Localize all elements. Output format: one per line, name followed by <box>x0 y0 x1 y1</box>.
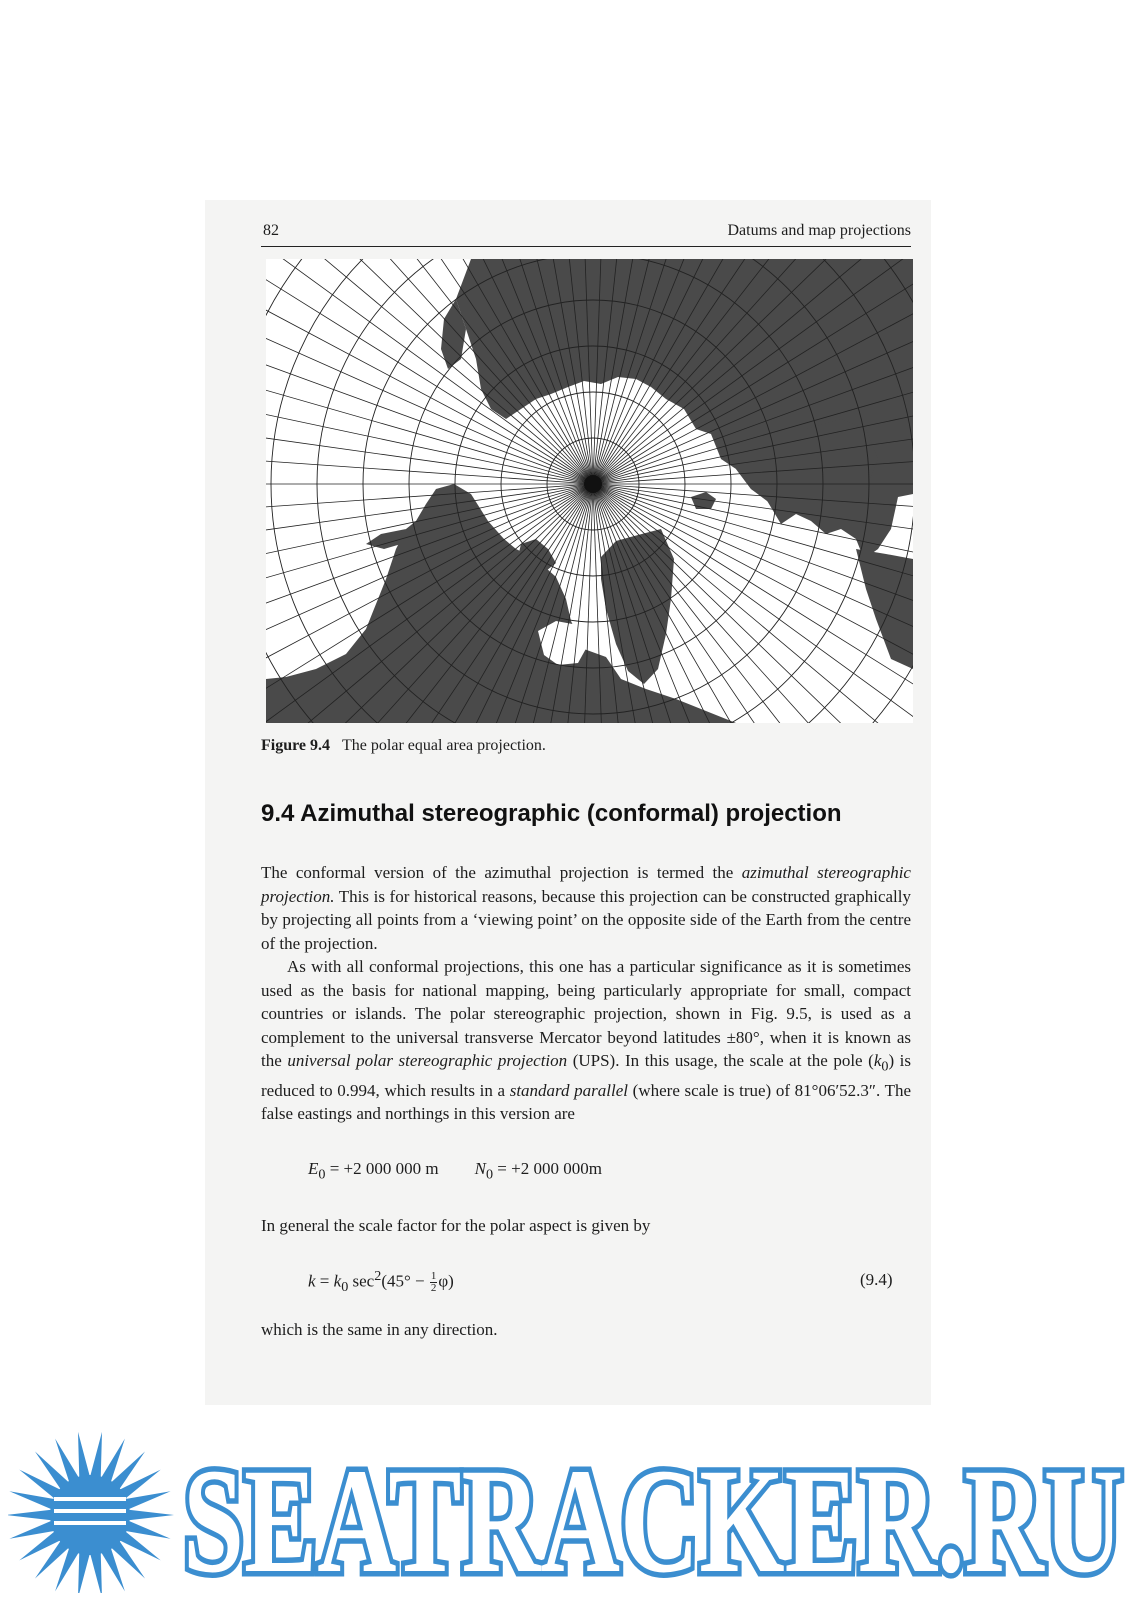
seatracker-watermark <box>8 1415 1130 1593</box>
false-origin-equation: $E_0 = +2$ 000 000 m $N_0 = +2$ 000 000m <box>308 1159 602 1183</box>
fraction-one-half: $\frac{1}{2}$ <box>430 1270 437 1295</box>
emphasis-term: azimuthal stereographic projection. <box>261 863 911 906</box>
paragraph-4: which is the same in any direction. <box>261 1320 498 1339</box>
figure-caption <box>261 737 546 755</box>
page-number: 82 <box>263 222 279 239</box>
paragraph-2: As with all conformal projections, this one has a particular significance as it is sometimes used as the basis for national mapping, being particularly appropriate for small, compact countries or islands. The polar stereographic projection, shown in Fig. 9.5, is used as a complement to the universal transverse Mercator beyond latitudes ±80°, when it is known as the universal polar stereographic projection (UPS). In this usage, the scale at the pole $(k_0)$ is reduced to 0.994, which results in a standard parallel (where scale is true) of 81°06′52.3″. The false eastings and northings in this version are <box>261 957 912 1124</box>
sun-stripe <box>54 1521 126 1525</box>
watermark-text: SEATRACKER.RU <box>183 1438 1123 1593</box>
paragraph-1: The conformal version of the azimuthal projection is termed the azimuthal stereographic projection. This is for historical reasons, because this projection can be constructed graphically by projecting all points from a ‘viewing point’ on the opposite side of the Earth from the centre of the projection. <box>261 863 911 953</box>
north-pole-point <box>584 475 602 493</box>
sun-disc <box>50 1475 130 1555</box>
sun-stripe <box>54 1509 126 1513</box>
polar-projection-map <box>266 259 913 723</box>
emphasis-term: universal polar stereographic projection <box>287 1051 568 1070</box>
scale-factor-equation: $k = k_0$ $\sec^2(45^\circ$ − $\frac{1}{2}$ φ) <box>308 1268 454 1296</box>
running-head <box>261 222 911 247</box>
section-heading: 9.4 Azimuthal stereographic (conformal) projection <box>261 800 842 827</box>
figure-label: Figure 9.4 <box>261 737 331 754</box>
equation-number: (9.4) <box>860 1270 893 1289</box>
sun-logo-icon <box>8 1432 174 1593</box>
paragraph-3: In general the scale factor for the polar aspect is given by <box>261 1216 651 1235</box>
running-title: Datums and map projections <box>727 222 911 239</box>
sun-stripe <box>54 1497 126 1501</box>
emphasis-term: standard parallel <box>509 1080 629 1100</box>
figure-caption-text: The polar equal area projection. <box>342 737 546 754</box>
